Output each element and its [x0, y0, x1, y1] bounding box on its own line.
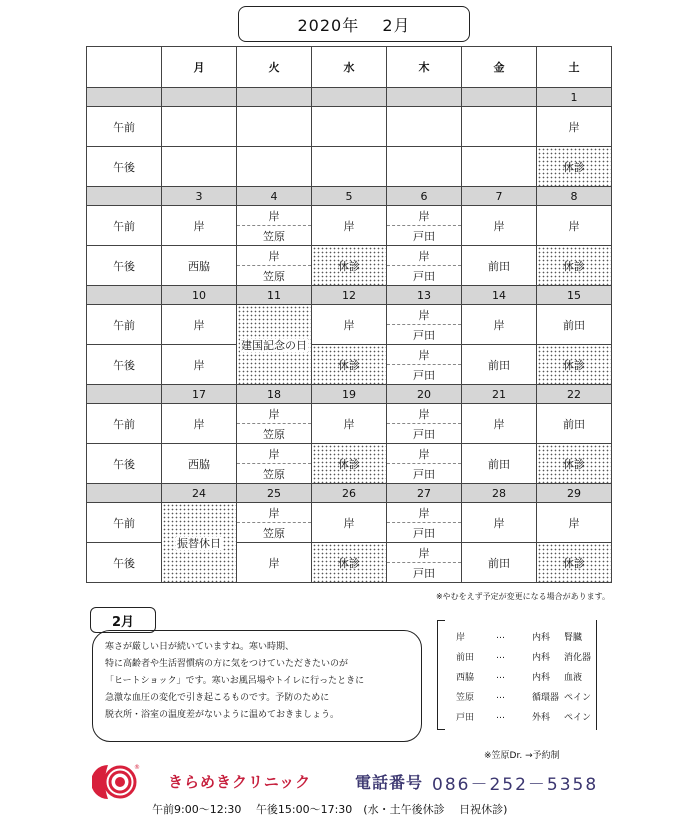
morning-label: 午前	[87, 503, 162, 543]
holiday-name: 振替休日	[177, 536, 221, 550]
date-cell	[387, 88, 462, 107]
split-doctor-cell	[387, 503, 462, 543]
weekday-mon: 月	[162, 47, 237, 88]
doctor-slot: 戸田	[413, 526, 435, 540]
doctor-cell: 岸	[462, 305, 537, 345]
split-doctor-cell	[387, 206, 462, 246]
morning-row	[87, 305, 612, 345]
doctor-cell: 岸	[537, 503, 612, 543]
date-cell: 21	[462, 385, 537, 404]
tel-number: 086－252－5358	[432, 775, 599, 795]
morning-row	[87, 503, 612, 543]
doctor-slot: 岸	[237, 246, 311, 266]
afternoon-label: 午後	[87, 345, 162, 385]
holiday-cell	[237, 305, 312, 385]
doctor-cell: 岸	[312, 305, 387, 345]
weekday-sat: 土	[537, 47, 612, 88]
date-cell: 5	[312, 187, 387, 206]
split-doctor-cell	[387, 543, 462, 583]
date-cell	[312, 88, 387, 107]
date-cell: 14	[462, 286, 537, 305]
afternoon-label: 午後	[87, 246, 162, 286]
clinic-logo-icon	[92, 762, 140, 802]
doctor-specialty: ペイン	[564, 712, 592, 723]
doctor-slot: 戸田	[413, 368, 435, 382]
doctor-dept: 内科	[532, 672, 551, 683]
doctor-slot: 岸	[237, 503, 311, 523]
date-cell: 26	[312, 484, 387, 503]
split-doctor-cell	[387, 444, 462, 484]
doctor-specialty: 血液	[564, 672, 583, 683]
afternoon-row	[87, 345, 612, 385]
message-line: 脱衣所・浴室の温度差がないように温めておきましょう。	[105, 710, 340, 720]
doctor-list	[437, 620, 597, 730]
date-row-corner	[87, 385, 162, 404]
doctor-cell	[237, 147, 312, 187]
doctor-cell	[312, 147, 387, 187]
closed-cell: 休診	[537, 147, 612, 187]
doctor-slot: 戸田	[413, 328, 435, 342]
date-row	[87, 187, 612, 206]
doctor-cell	[387, 147, 462, 187]
doctor-cell: 岸	[162, 206, 237, 246]
split-doctor-cell	[237, 206, 312, 246]
doctor-row	[438, 646, 596, 666]
date-cell: 11	[237, 286, 312, 305]
morning-row	[87, 206, 612, 246]
doctor-slot: 戸田	[413, 229, 435, 243]
split-doctor-cell	[237, 503, 312, 543]
afternoon-label: 午後	[87, 147, 162, 187]
split-doctor-cell	[237, 246, 312, 286]
date-cell: 25	[237, 484, 312, 503]
doctor-slot: 岸	[387, 543, 461, 563]
closed-cell: 休診	[312, 246, 387, 286]
doctor-row	[438, 686, 596, 706]
closed-cell: 休診	[312, 444, 387, 484]
split-doctor-cell	[387, 246, 462, 286]
doctor-slot: 笠原	[263, 229, 285, 243]
date-row-corner	[87, 286, 162, 305]
doctor-cell: 前田	[537, 305, 612, 345]
doctor-cell: 岸	[162, 345, 237, 385]
afternoon-row	[87, 147, 612, 187]
doctor-cell: 西脇	[162, 444, 237, 484]
doctor-cell: 岸	[462, 206, 537, 246]
doctor-slot: 笠原	[263, 427, 285, 441]
doctor-cell: 岸	[462, 503, 537, 543]
date-cell: 22	[537, 385, 612, 404]
doctor-dots: …	[496, 651, 505, 661]
registered-mark: ®	[134, 764, 140, 771]
weekday-tue: 火	[237, 47, 312, 88]
title-year: 2020年	[297, 15, 360, 35]
doctor-dots: …	[496, 691, 505, 701]
doctor-slot: 岸	[237, 444, 311, 464]
doctor-cell: 前田	[462, 345, 537, 385]
doctor-name: 西脇	[456, 672, 475, 683]
doctor-cell: 岸	[237, 543, 312, 583]
doctor-cell: 岸	[312, 404, 387, 444]
message-line: 寒さが厳しい日が続いていますね。寒い時期、	[105, 642, 295, 652]
date-row-corner	[87, 484, 162, 503]
doctor-cell	[162, 147, 237, 187]
doctor-cell: 岸	[537, 206, 612, 246]
doctor-slot: 岸	[387, 345, 461, 365]
doctor-name: 岸	[456, 632, 466, 643]
date-cell	[462, 88, 537, 107]
date-cell: 10	[162, 286, 237, 305]
doctor-cell: 西脇	[162, 246, 237, 286]
doctor-name: 前田	[456, 652, 475, 663]
doctor-slot: 岸	[387, 503, 461, 523]
date-cell: 15	[537, 286, 612, 305]
doctor-dept: 内科	[532, 632, 551, 643]
message-line: 「ヒートショック」です。寒いお風呂場やトイレに行ったときに	[105, 676, 365, 686]
doctor-slot: 岸	[387, 444, 461, 464]
date-cell: 27	[387, 484, 462, 503]
closed-cell: 休診	[537, 444, 612, 484]
title-month: 2月	[382, 15, 411, 35]
weekday-wed: 水	[312, 47, 387, 88]
doctor-dots: …	[496, 711, 505, 721]
doctor-cell	[387, 107, 462, 147]
doctor-cell: 岸	[162, 404, 237, 444]
date-cell	[237, 88, 312, 107]
date-cell: 28	[462, 484, 537, 503]
date-cell: 1	[537, 88, 612, 107]
doctor-cell: 岸	[162, 305, 237, 345]
doctor-slot: 岸	[387, 246, 461, 266]
date-cell	[162, 88, 237, 107]
morning-label: 午前	[87, 206, 162, 246]
doctor-specialty: 消化器	[564, 652, 592, 663]
split-doctor-cell	[237, 444, 312, 484]
clinic-name: きらめきクリニック	[168, 773, 312, 791]
morning-label: 午前	[87, 404, 162, 444]
split-doctor-cell	[387, 404, 462, 444]
doctor-name: 笠原	[456, 692, 475, 703]
doctor-cell: 岸	[312, 206, 387, 246]
morning-label: 午前	[87, 305, 162, 345]
doctor-cell	[162, 107, 237, 147]
doctor-cell: 前田	[462, 543, 537, 583]
doctor-slot: 笠原	[263, 269, 285, 283]
date-row	[87, 385, 612, 404]
corner-cell	[87, 47, 162, 88]
closed-cell: 休診	[537, 345, 612, 385]
date-cell: 17	[162, 385, 237, 404]
closed-cell: 休診	[312, 543, 387, 583]
doctor-cell: 前田	[462, 246, 537, 286]
holiday-cell	[162, 503, 237, 583]
split-doctor-cell	[237, 404, 312, 444]
doctor-cell: 岸	[537, 107, 612, 147]
doctor-slot: 戸田	[413, 566, 435, 580]
date-cell: 8	[537, 187, 612, 206]
afternoon-row	[87, 246, 612, 286]
doctor-dept: 外科	[532, 712, 551, 723]
tel-label: 電話番号	[355, 773, 424, 792]
change-notice: ※やむをえず予定が変更になる場合があります。	[435, 592, 610, 601]
message-line: 急激な血圧の変化で引き起こるものです。予防のために	[105, 693, 330, 703]
date-cell: 13	[387, 286, 462, 305]
month-label: 2月	[90, 607, 156, 633]
message-box	[92, 630, 422, 742]
morning-row	[87, 107, 612, 147]
date-row-corner	[87, 88, 162, 107]
doctor-slot: 岸	[387, 404, 461, 424]
date-row	[87, 286, 612, 305]
doctor-slot: 岸	[387, 305, 461, 325]
date-cell: 12	[312, 286, 387, 305]
closed-cell: 休診	[537, 543, 612, 583]
doctor-row	[438, 626, 596, 646]
date-cell: 6	[387, 187, 462, 206]
doctor-dept: 循環器	[532, 692, 560, 703]
date-cell: 20	[387, 385, 462, 404]
reservation-note: ※笠原Dr. →予約制	[484, 751, 560, 761]
doctor-slot: 岸	[237, 206, 311, 226]
holiday-name: 建国記念の日	[241, 338, 307, 352]
morning-row	[87, 404, 612, 444]
date-cell: 3	[162, 187, 237, 206]
date-cell: 18	[237, 385, 312, 404]
afternoon-label: 午後	[87, 444, 162, 484]
doctor-slot: 戸田	[413, 269, 435, 283]
doctor-dept: 内科	[532, 652, 551, 663]
afternoon-row	[87, 444, 612, 484]
closed-cell: 休診	[312, 345, 387, 385]
date-row	[87, 88, 612, 107]
doctor-cell: 前田	[537, 404, 612, 444]
doctor-slot: 戸田	[413, 427, 435, 441]
doctor-dots: …	[496, 671, 505, 681]
doctor-row	[438, 666, 596, 686]
afternoon-label: 午後	[87, 543, 162, 583]
date-row	[87, 484, 612, 503]
doctor-name: 戸田	[456, 712, 475, 723]
doctor-dots: …	[496, 631, 505, 641]
doctor-specialty: ペイン	[564, 692, 592, 703]
split-doctor-cell	[387, 305, 462, 345]
doctor-cell	[462, 107, 537, 147]
weekday-fri: 金	[462, 47, 537, 88]
morning-label: 午前	[87, 107, 162, 147]
doctor-slot: 岸	[387, 206, 461, 226]
date-cell: 19	[312, 385, 387, 404]
clinic-hours: 午前9:00～12:30 午後15:00～17:30 (水・土午後休診 日祝休診)	[152, 803, 508, 816]
split-doctor-cell	[387, 345, 462, 385]
doctor-cell	[462, 147, 537, 187]
message-line: 特に高齢者や生活習慣病の方に気をつけていただきたいのが	[105, 659, 349, 669]
date-cell: 29	[537, 484, 612, 503]
weekday-header-row	[87, 47, 612, 88]
doctor-cell	[237, 107, 312, 147]
doctor-cell: 岸	[312, 503, 387, 543]
schedule-table	[86, 46, 612, 583]
doctor-specialty: 腎臓	[564, 632, 583, 643]
doctor-cell	[312, 107, 387, 147]
doctor-slot: 岸	[237, 404, 311, 424]
calendar-title	[238, 6, 470, 42]
doctor-slot: 笠原	[263, 526, 285, 540]
date-cell: 7	[462, 187, 537, 206]
date-row-corner	[87, 187, 162, 206]
doctor-row	[438, 706, 596, 726]
doctor-cell: 前田	[462, 444, 537, 484]
doctor-cell: 岸	[462, 404, 537, 444]
doctor-slot: 笠原	[263, 467, 285, 481]
date-cell: 4	[237, 187, 312, 206]
closed-cell: 休診	[537, 246, 612, 286]
weekday-thu: 木	[387, 47, 462, 88]
doctor-slot: 戸田	[413, 467, 435, 481]
date-cell: 24	[162, 484, 237, 503]
